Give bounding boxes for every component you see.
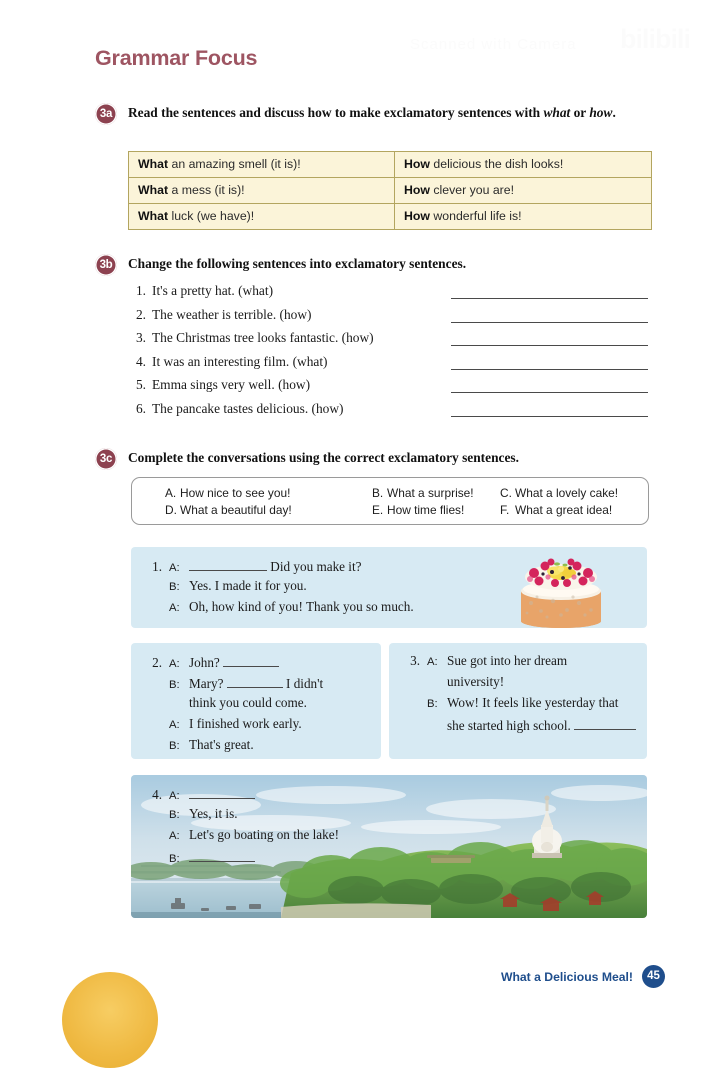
question-number: 2. [135, 306, 146, 322]
watermark-text: Scanned with Camera [410, 36, 577, 53]
answer-blank[interactable] [189, 557, 267, 571]
option-a[interactable] [165, 486, 290, 500]
option-label: E. [372, 503, 384, 517]
keyword-what: What [138, 157, 169, 171]
dialogue-text: I didn't [282, 676, 324, 691]
sentence-rest: a mess (it is)! [168, 183, 245, 197]
instruction-italic-how: how [589, 105, 613, 120]
speaker-label: A: [169, 658, 180, 670]
option-label: C. [500, 486, 512, 500]
question-number: 6. [135, 400, 146, 416]
dialogue-text: she started high school. [447, 718, 575, 733]
table-cell-how [395, 178, 652, 204]
dialogue-line [145, 653, 323, 674]
speaker-label: B: [169, 679, 180, 691]
instruction-italic-what: what [543, 105, 571, 120]
watermark [410, 24, 690, 70]
dialogue-text: That's great. [189, 737, 254, 752]
conversation-3-lines [403, 653, 636, 737]
speaker-label: A: [427, 656, 438, 668]
section-badge-3c: 3c [95, 448, 117, 470]
table-row [129, 152, 652, 178]
sentence-rest: an amazing smell (it is)! [168, 157, 301, 171]
keyword-how: How [404, 157, 430, 171]
footer [501, 965, 665, 988]
table-row [129, 178, 652, 204]
speaker-label: A: [169, 602, 180, 614]
table-cell-how [395, 152, 652, 178]
question-number: 4. [135, 353, 146, 369]
answer-blank-line[interactable] [451, 416, 648, 417]
list-item [128, 330, 648, 354]
dialogue-text: John? [189, 655, 224, 670]
answer-blank[interactable] [189, 785, 255, 799]
dialogue-line [145, 827, 339, 848]
dialogue-line [145, 806, 339, 827]
table-row [129, 204, 652, 230]
list-item [128, 377, 648, 401]
option-b[interactable] [372, 486, 474, 500]
answer-blank[interactable] [189, 848, 255, 862]
question-number: 1. [135, 283, 146, 298]
dialogue-line [145, 599, 414, 620]
instruction-text-part2: or [570, 105, 590, 120]
dialogue-line [145, 716, 323, 737]
section-badge-3a: 3a [95, 103, 117, 125]
unit-title: What a Delicious Meal! [500, 969, 633, 984]
dialogue-line [145, 695, 323, 716]
speaker-label: A: [169, 830, 180, 842]
grammar-examples-table [128, 151, 652, 230]
exercise-3b-question-list [128, 283, 648, 424]
section-3a-instruction [128, 104, 653, 122]
dialogue-text: Sue got into her dream [447, 653, 568, 668]
keyword-how: How [404, 209, 430, 223]
option-f[interactable] [500, 503, 612, 517]
speaker-label: A: [169, 719, 180, 731]
question-text: The weather is terrible. (how) [152, 306, 312, 322]
option-label: D. [165, 503, 177, 517]
conversation-4 [131, 775, 647, 918]
dialogue-line [145, 785, 339, 806]
page-number: 45 [642, 965, 665, 988]
list-item [128, 401, 648, 425]
dialogue-line [403, 695, 636, 716]
dialogue-line [403, 653, 636, 674]
speaker-label: B: [427, 698, 438, 710]
conversation-number: 2. [152, 655, 162, 670]
conversation-number: 4. [152, 787, 162, 802]
dialogue-text: Yes. I made it for you. [189, 578, 307, 593]
conversation-1 [131, 547, 647, 628]
option-label: A. [165, 486, 177, 500]
section-badge-3b: 3b [95, 254, 117, 276]
section-3c-instruction: Complete the conversations using the correct exclamatory sentences. [128, 450, 519, 465]
list-item [128, 283, 648, 307]
dialogue-text: I finished work early. [189, 716, 302, 731]
option-label: F. [500, 503, 510, 517]
speaker-label: A: [169, 562, 180, 574]
table-cell-what [129, 204, 395, 230]
answer-blank[interactable] [223, 653, 279, 667]
answer-blank-line[interactable] [451, 298, 648, 299]
option-e[interactable] [372, 503, 464, 517]
dialogue-text: think you could come. [189, 695, 307, 710]
question-text: The Christmas tree looks fantastic. (how) [152, 330, 374, 345]
answer-blank-line[interactable] [451, 369, 648, 370]
sentence-rest: clever you are! [429, 183, 515, 197]
conversation-2 [131, 643, 381, 759]
option-text: What a beautiful day! [180, 503, 292, 517]
dialogue-line [145, 848, 339, 869]
sentence-rest: luck (we have)! [168, 209, 255, 223]
option-text: What a lovely cake! [515, 486, 619, 500]
conversation-4-lines [145, 785, 339, 869]
conversation-1-lines [145, 557, 414, 620]
dialogue-text: Mary? [189, 676, 227, 691]
speaker-label: B: [169, 581, 180, 593]
answer-blank[interactable] [227, 674, 283, 688]
dialogue-text: Wow! It feels like yesterday that [447, 695, 619, 710]
conversation-number: 1. [152, 559, 162, 574]
answer-options-box [131, 477, 649, 525]
list-item [128, 354, 648, 378]
dialogue-text: Did you make it? [267, 559, 362, 574]
answer-blank[interactable] [574, 716, 636, 730]
option-c[interactable] [500, 486, 618, 500]
dialogue-line [403, 716, 636, 737]
answer-blank-line[interactable] [451, 345, 648, 346]
table-cell-how [395, 204, 652, 230]
dialogue-line [145, 674, 323, 695]
option-d[interactable] [165, 503, 292, 517]
sentence-rest: delicious the dish looks! [429, 157, 564, 171]
dialogue-text: Yes, it is. [189, 806, 238, 821]
question-text: It was an interesting film. (what) [152, 353, 328, 369]
section-3b-instruction: Change the following sentences into exclamatory sentences. [128, 256, 467, 271]
question-number: 3. [135, 330, 146, 345]
keyword-what: What [138, 209, 169, 223]
grammar-table-body [129, 152, 652, 230]
table-cell-what [129, 178, 395, 204]
corner-decoration [62, 972, 158, 1068]
conversation-3 [389, 643, 647, 759]
dialogue-text: Let's go boating on the lake! [189, 827, 339, 842]
dialogue-line [145, 578, 414, 599]
conversation-number: 3. [410, 653, 420, 668]
speaker-label: B: [169, 853, 180, 865]
option-text: What a great idea! [515, 503, 613, 517]
page-title: Grammar Focus [95, 46, 258, 70]
dialogue-text: Oh, how kind of you! Thank you so much. [189, 599, 414, 614]
speaker-label: B: [169, 809, 180, 821]
watermark-logo: bilibili [620, 24, 690, 54]
option-text: How nice to see you! [180, 486, 291, 500]
answer-blank-line[interactable] [451, 392, 648, 393]
instruction-text-part1: Read the sentences and discuss how to make exclamatory sentences with [128, 105, 544, 120]
dialogue-line [145, 737, 323, 758]
keyword-how: How [404, 183, 430, 197]
question-number: 5. [135, 377, 146, 392]
keyword-what: What [138, 183, 169, 197]
option-label: B. [372, 486, 384, 500]
speaker-label: A: [169, 790, 180, 802]
dialogue-text: university! [447, 674, 505, 689]
instruction-text-part3: . [612, 105, 616, 120]
answer-blank-line[interactable] [451, 322, 648, 323]
question-text: It's a pretty hat. (what) [152, 283, 274, 298]
fruit-cake-photo [507, 553, 615, 628]
list-item [128, 307, 648, 331]
question-text: Emma sings very well. (how) [152, 377, 311, 392]
option-text: What a surprise! [387, 486, 474, 500]
speaker-label: B: [169, 740, 180, 752]
option-text: How time flies! [387, 503, 465, 517]
question-text: The pancake tastes delicious. (how) [152, 400, 344, 416]
table-cell-what [129, 152, 395, 178]
dialogue-line [403, 674, 636, 695]
conversation-2-lines [145, 653, 323, 758]
sentence-rest: wonderful life is! [429, 209, 522, 223]
dialogue-line [145, 557, 414, 578]
